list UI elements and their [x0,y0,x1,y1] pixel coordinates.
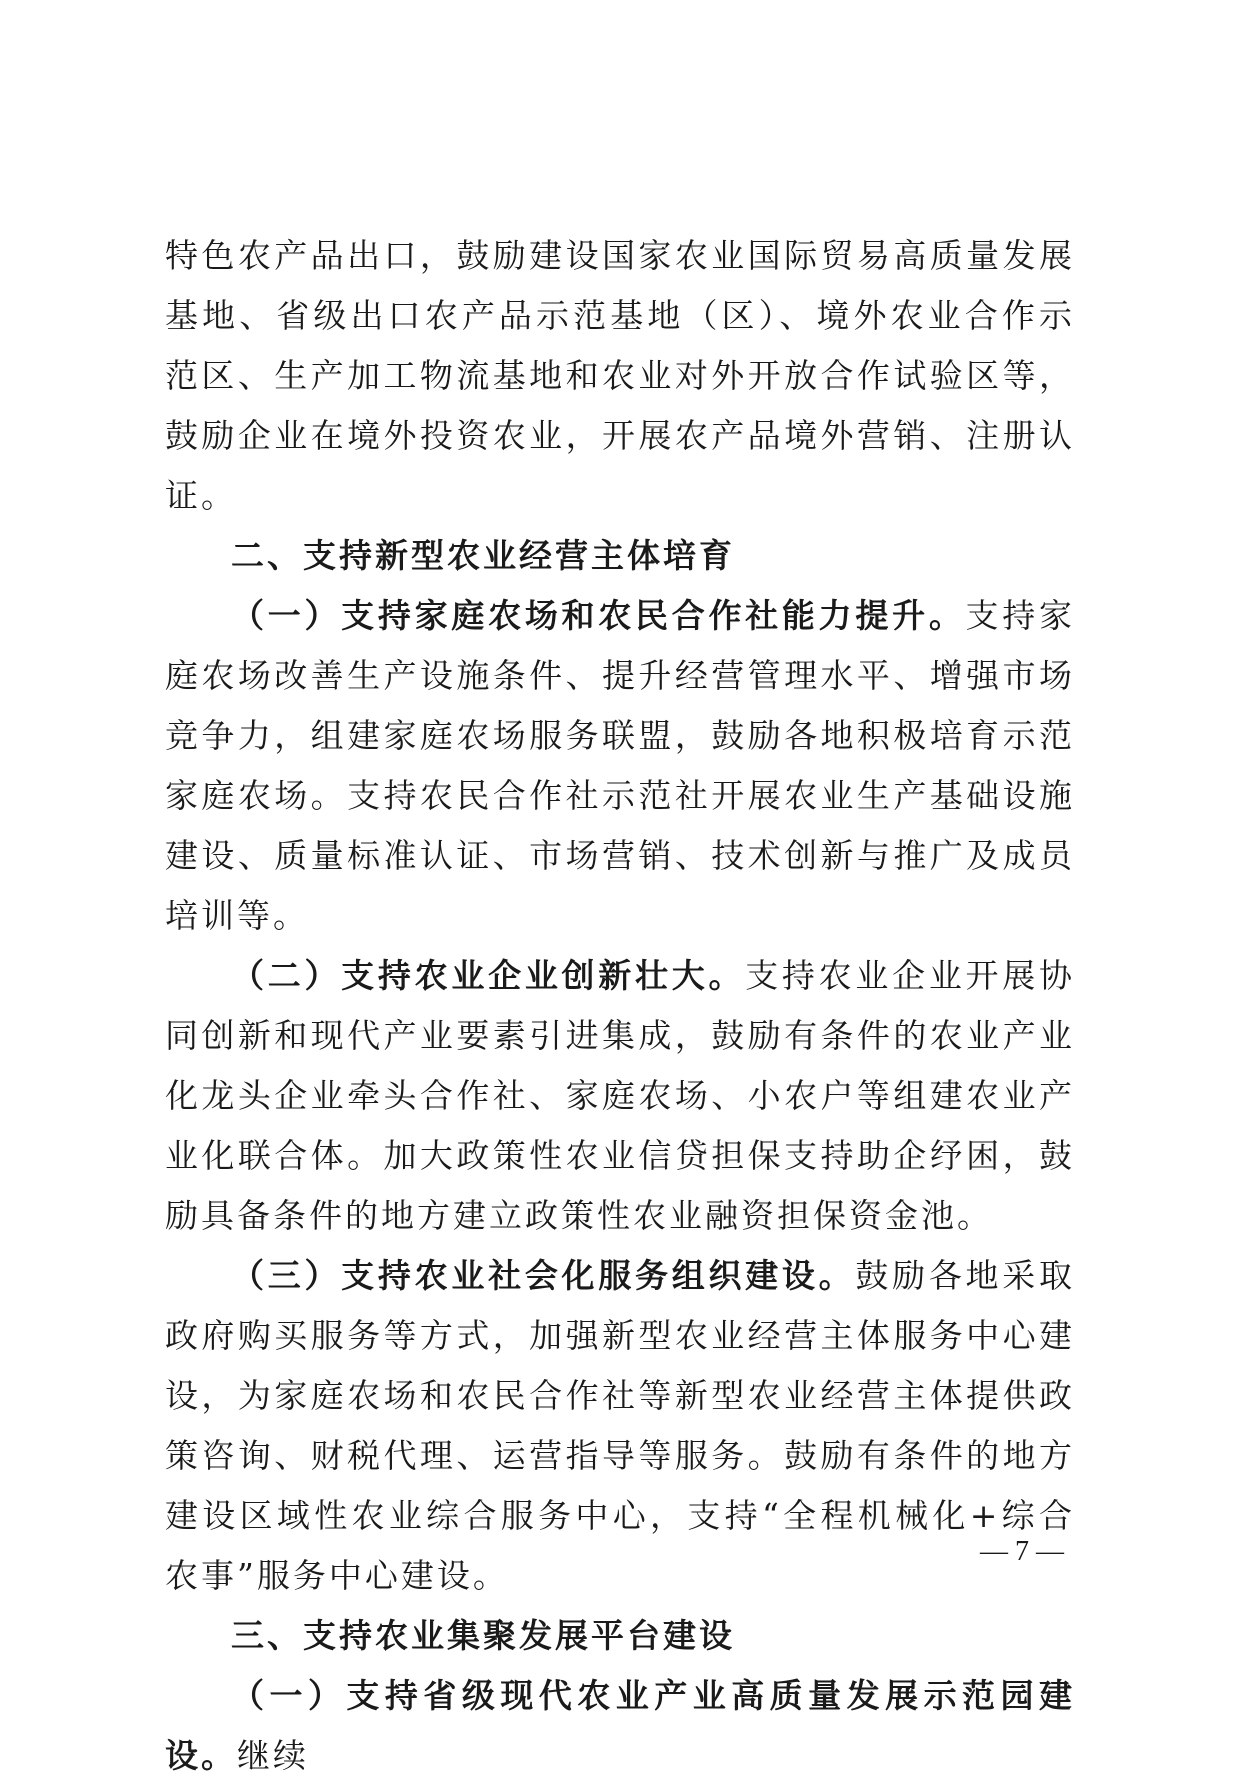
subsection-text: 继续 [237,1736,309,1775]
paragraph-social-service [165,1246,1075,1606]
subsection-text: 支持家庭农场改善生产设施条件、提升经营管理水平、增强市场竞争力，组建家庭农场服务联盟，鼓励各地积极培育示范家庭农场。支持农民合作社示范社开展农业生产基础设施建设、质量标准认证、市场营销、技术创新与推广及成员培训等。 [165,596,1076,935]
document-body [165,226,1075,1786]
paragraph-agri-enterprise [165,946,1075,1246]
subsection-title: （三）支持农业社会化服务组织建设。 [231,1256,856,1295]
subsection-text: 支持农业企业开展协同创新和现代产业要素引进集成，鼓励有条件的农业产业化龙头企业牵头合作社、家庭农场、小农户等组建农业产业化联合体。加大政策性农业信贷担保支持助企纾困，鼓励具备条件的地方建立政策性农业融资担保资金池。 [165,956,1076,1235]
subsection-title: （一）支持省级现代农业产业高质量发展示范园建设。 [165,1676,1075,1775]
paragraph-family-farm [165,586,1075,946]
section-heading-3: 三、支持农业集聚发展平台建设 [231,1616,735,1655]
paragraph-trade-export: 特色农产品出口，鼓励建设国家农业国际贸易高质量发展基地、省级出口农产品示范基地（区）、境外农业合作示范区、生产加工物流基地和农业对外开放合作试验区等，鼓励企业在境外投资农业，开展农产品境外营销、注册认证。 [165,236,1075,515]
section-heading-2: 二、支持新型农业经营主体培育 [231,536,735,575]
subsection-text: 鼓励各地采取政府购买服务等方式，加强新型农业经营主体服务中心建设，为家庭农场和农民合作社等新型农业经营主体提供政策咨询、财税代理、运营指导等服务。鼓励有条件的地方建设区域性农业综合服务中心，支持“全程机械化+综合农事”服务中心建设。 [165,1256,1076,1595]
page-number: — 7 — [980,1536,1064,1567]
subsection-title: （一）支持家庭农场和农民合作社能力提升。 [231,596,966,635]
paragraph-demo-park [165,1666,1075,1786]
subsection-title: （二）支持农业企业创新壮大。 [231,956,746,995]
